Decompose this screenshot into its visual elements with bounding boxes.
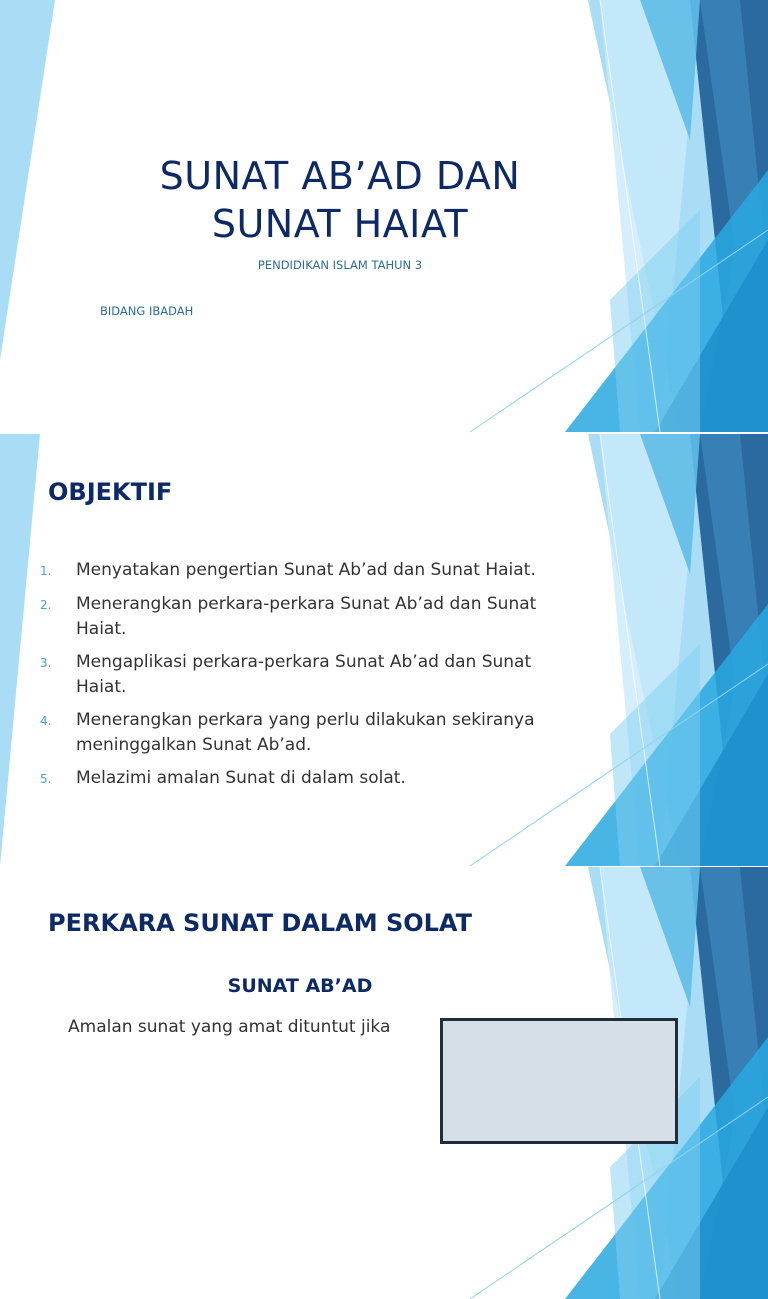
presentation-author: BIDANG IBADAH [100,304,194,318]
list-item [40,766,580,792]
illustration-image [440,1018,678,1144]
list-item [40,708,580,758]
list-text: Mengaplikasi perkara-perkara Sunat Ab’ad dan Sunat Haiat. [76,652,532,697]
slide-objectives [0,434,768,866]
presentation-title: SUNAT AB’AD DAN SUNAT HAIAT [159,154,521,246]
list-number: 3. [40,656,52,670]
list-item [40,592,580,642]
slide-title [0,0,768,432]
list-item [40,650,580,700]
section-subheading: SUNAT AB’AD [227,975,373,997]
list-number: 2. [40,598,52,612]
section-body-text: Amalan sunat yang amat dituntut jika [68,1017,391,1037]
list-number: 4. [40,714,52,728]
presentation-subtitle: PENDIDIKAN ISLAM TAHUN 3 [257,258,423,272]
list-text: Menyatakan pengertian Sunat Ab’ad dan Sunat Haiat. [76,560,536,580]
list-number: 5. [40,772,52,786]
list-text: Menerangkan perkara yang perlu dilakukan sekiranya meninggalkan Sunat Ab’ad. [76,710,535,755]
list-item [40,558,580,584]
slide-sunat-perkara [0,867,768,1037]
list-text: Melazimi amalan Sunat di dalam solat. [76,768,406,788]
list-number: 1. [40,564,52,578]
objectives-heading: OBJEKTIF [48,478,173,506]
list-text: Menerangkan perkara-perkara Sunat Ab’ad dan Sunat Haiat. [76,594,537,639]
section-heading: PERKARA SUNAT DALAM SOLAT [48,909,473,937]
objectives-list [40,558,580,800]
